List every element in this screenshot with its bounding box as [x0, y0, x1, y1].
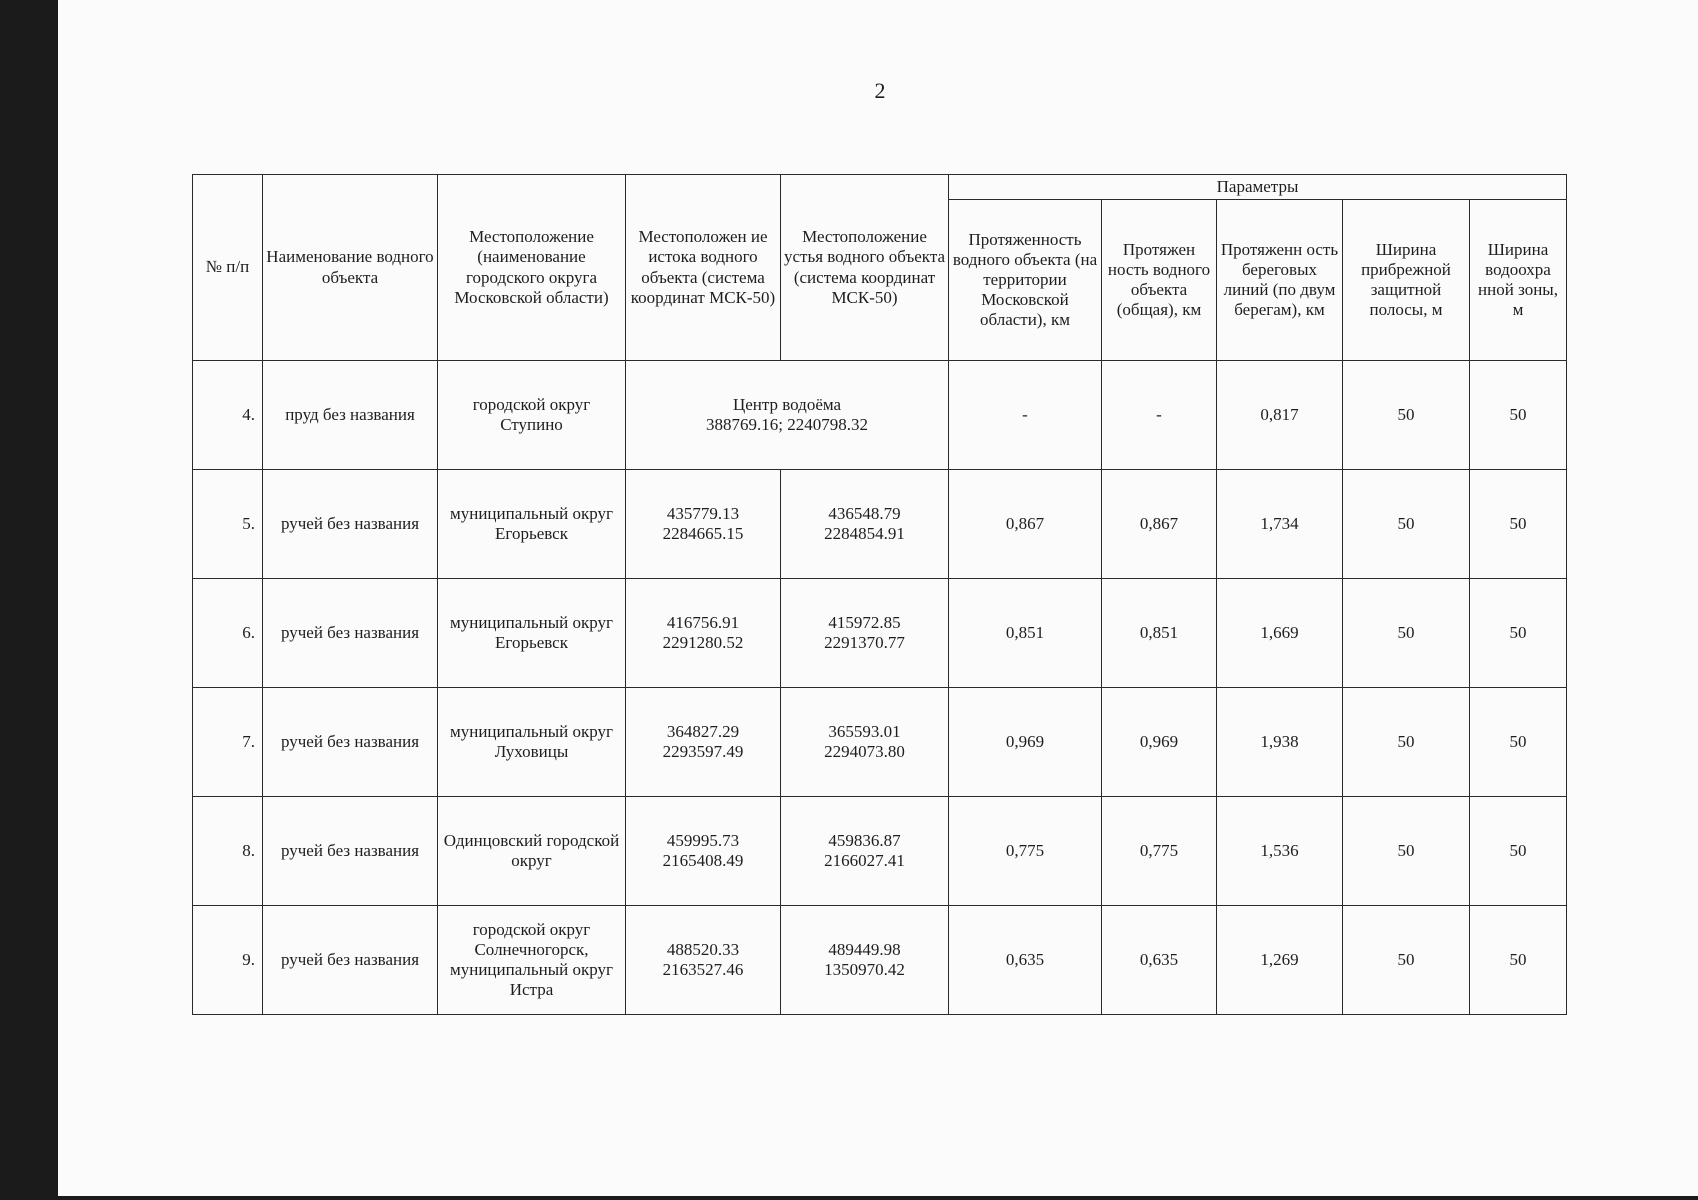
cell-source: [626, 797, 781, 906]
cell-source: [626, 906, 781, 1015]
cell-location: муниципальный округ Егорьевск: [438, 470, 626, 579]
mouth-x: 436548.79: [828, 503, 901, 523]
page-number: 2: [874, 78, 886, 103]
header-length-region: Протяженность водного объекта (на территории Московской области), км: [949, 200, 1102, 361]
cell-length-total: 0,775: [1102, 797, 1217, 906]
mouth-y: 2291370.77: [824, 633, 905, 652]
header-source: Местоположен ие истока водного объекта (система координат МСК-50): [626, 175, 781, 361]
mouth-y: 1350970.42: [824, 960, 905, 979]
scan-left-border: [0, 0, 58, 1200]
cell-protection-zone: 50: [1470, 470, 1567, 579]
scan-bottom-border: [0, 1196, 1698, 1200]
source-y: 2163527.46: [662, 960, 744, 979]
source-y: 2291280.52: [662, 633, 744, 652]
water-objects-table: [192, 174, 1567, 1015]
source-y: 2284665.15: [662, 524, 744, 543]
cell-coastal-strip: 50: [1343, 470, 1470, 579]
cell-shore-length: 1,938: [1217, 688, 1343, 797]
cell-location: городской округ Солнечногорск, муниципальный округ Истра: [438, 906, 626, 1015]
source-x: 435779.13: [666, 503, 740, 523]
source-y: 2293597.49: [662, 742, 744, 761]
cell-shore-length: 1,536: [1217, 797, 1343, 906]
cell-mouth: [781, 906, 949, 1015]
cell-coastal-strip: 50: [1343, 797, 1470, 906]
cell-length-region: 0,851: [949, 579, 1102, 688]
header-mouth: Местоположение устья водного объекта (система координат МСК-50): [781, 175, 949, 361]
cell-length-region: 0,969: [949, 688, 1102, 797]
cell-length-region: 0,775: [949, 797, 1102, 906]
header-shore-length: Протяженн ость береговых линий (по двум берегам), км: [1217, 200, 1343, 361]
cell-coastal-strip: 50: [1343, 579, 1470, 688]
cell-name: ручей без названия: [263, 797, 438, 906]
cell-location: Одинцовский городской округ: [438, 797, 626, 906]
cell-location: муниципальный округ Егорьевск: [438, 579, 626, 688]
source-y: 2165408.49: [662, 851, 744, 870]
cell-name: ручей без названия: [263, 906, 438, 1015]
cell-mouth: [781, 688, 949, 797]
cell-location: муниципальный округ Луховицы: [438, 688, 626, 797]
cell-center: [626, 361, 949, 470]
cell-protection-zone: 50: [1470, 906, 1567, 1015]
cell-name: ручей без названия: [263, 579, 438, 688]
center-coords: 388769.16; 2240798.32: [706, 415, 868, 434]
cell-protection-zone: 50: [1470, 688, 1567, 797]
mouth-x: 415972.85: [828, 612, 901, 632]
cell-coastal-strip: 50: [1343, 688, 1470, 797]
mouth-x: 365593.01: [828, 721, 901, 741]
mouth-y: 2284854.91: [824, 524, 905, 543]
cell-coastal-strip: 50: [1343, 361, 1470, 470]
cell-num: 9.: [193, 906, 263, 1015]
cell-name: пруд без названия: [263, 361, 438, 470]
header-protection-zone: Ширина водоохра нной зоны, м: [1470, 200, 1567, 361]
header-num: № п/п: [193, 175, 263, 361]
cell-source: [626, 688, 781, 797]
cell-protection-zone: 50: [1470, 797, 1567, 906]
header-length-total: Протяжен ность водного объекта (общая), км: [1102, 200, 1217, 361]
cell-source: [626, 470, 781, 579]
table-row: [193, 579, 1567, 688]
cell-protection-zone: 50: [1470, 361, 1567, 470]
table-row: [193, 688, 1567, 797]
cell-length-region: 0,635: [949, 906, 1102, 1015]
source-x: 364827.29: [666, 721, 740, 741]
cell-num: 6.: [193, 579, 263, 688]
cell-length-total: 0,635: [1102, 906, 1217, 1015]
mouth-x: 459836.87: [828, 830, 901, 850]
cell-length-total: -: [1102, 361, 1217, 470]
header-name: Наименование водного объекта: [263, 175, 438, 361]
cell-length-total: 0,851: [1102, 579, 1217, 688]
cell-num: 5.: [193, 470, 263, 579]
table-row: [193, 906, 1567, 1015]
mouth-x: 489449.98: [828, 939, 901, 959]
table-row: [193, 797, 1567, 906]
cell-mouth: [781, 470, 949, 579]
cell-shore-length: 0,817: [1217, 361, 1343, 470]
cell-length-region: -: [949, 361, 1102, 470]
cell-length-total: 0,867: [1102, 470, 1217, 579]
center-label: Центр водоёма: [732, 394, 842, 414]
mouth-y: 2166027.41: [824, 851, 905, 870]
cell-num: 8.: [193, 797, 263, 906]
cell-num: 4.: [193, 361, 263, 470]
cell-length-region: 0,867: [949, 470, 1102, 579]
mouth-y: 2294073.80: [824, 742, 905, 761]
cell-protection-zone: 50: [1470, 579, 1567, 688]
cell-shore-length: 1,669: [1217, 579, 1343, 688]
source-x: 459995.73: [666, 830, 740, 850]
table-row: [193, 361, 1567, 470]
cell-length-total: 0,969: [1102, 688, 1217, 797]
cell-coastal-strip: 50: [1343, 906, 1470, 1015]
source-x: 488520.33: [666, 939, 740, 959]
cell-location: городской округ Ступино: [438, 361, 626, 470]
cell-name: ручей без названия: [263, 688, 438, 797]
header-location: Местоположение (наименование городского округа Московской области): [438, 175, 626, 361]
cell-num: 7.: [193, 688, 263, 797]
table-row: [193, 470, 1567, 579]
header-coastal-strip: Ширина прибрежной защитной полосы, м: [1343, 200, 1470, 361]
cell-mouth: [781, 797, 949, 906]
source-x: 416756.91: [666, 612, 740, 632]
cell-source: [626, 579, 781, 688]
cell-shore-length: 1,269: [1217, 906, 1343, 1015]
cell-mouth: [781, 579, 949, 688]
header-params: Параметры: [949, 175, 1567, 200]
cell-shore-length: 1,734: [1217, 470, 1343, 579]
cell-name: ручей без названия: [263, 470, 438, 579]
